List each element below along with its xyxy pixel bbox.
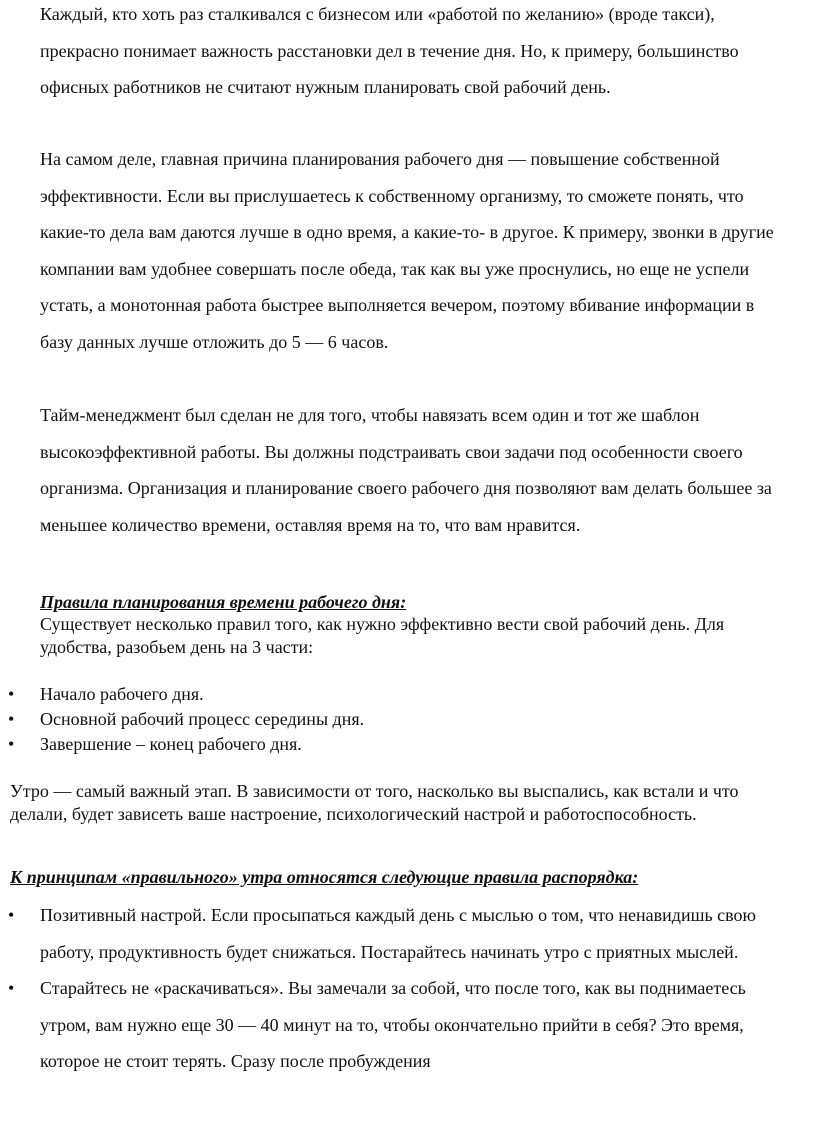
- morning-rules-heading: К принципам «правильного» утра относятся следующие правила распорядка:: [10, 867, 639, 887]
- list-item: [0, 897, 760, 970]
- paragraph-time-management: Тайм-менеджмент был сделан не для того, чтобы навязать всем один и тот же шаблон высокоэффективной работы. Вы должны подстраивать свои задачи под особенности своего организма. Организация и планирование своего рабочего дня позволяют вам делать большее за меньшее количество времени, оставляя время на то, что вам нравится.: [40, 405, 772, 535]
- list-item-text: Основной рабочий процесс середины дня.: [40, 709, 365, 729]
- list-item-text: Завершение – конец рабочего дня.: [40, 734, 302, 754]
- rules-intro: Существует несколько правил того, как нужно эффективно вести свой рабочий день. Для удобства, разобьем день на 3 части:: [40, 614, 725, 657]
- list-item: [0, 682, 780, 707]
- list-item: [0, 707, 780, 732]
- list-item: [0, 970, 760, 1080]
- bullet-icon: •: [8, 978, 15, 999]
- bullet-icon: •: [8, 734, 15, 754]
- bullet-icon: •: [8, 905, 15, 925]
- list-item-text: Старайтесь не «раскачиваться». Вы замечали за собой, что после того, как вы поднимаетесь утром, вам нужно еще 30 — 40 минут на то, чтобы окончательно прийти в себя? Это время, которое не стоит терять. Сразу после пробуждения: [40, 978, 746, 1072]
- list-item: [0, 732, 780, 757]
- bullet-icon: •: [8, 684, 15, 704]
- list-item-text: Позитивный настрой. Если просыпаться каждый день с мыслью о том, что ненавидишь свою работу, продуктивность будет снижаться. Постарайтесь начинать утро с приятных мыслей.: [40, 905, 756, 962]
- bullet-icon: •: [8, 709, 15, 729]
- paragraph-main-reason: На самом деле, главная причина планирования рабочего дня — повышение собственной эффективности. Если вы прислушаетесь к собственному организму, то сможете понять, что какие-то дела вам даются лучше в одно время, а какие-то- в другое. К примеру, звонки в другие компании вам удобнее совершать после обеда, так как вы уже проснулись, но еще не успели устать, а монотонная работа быстрее выполняется вечером, поэтому вбивание информации в базу данных лучше отложить до 5 — 6 часов.: [40, 149, 774, 352]
- list-item-text: Начало рабочего дня.: [40, 684, 204, 704]
- paragraph-intro: Каждый, кто хоть раз сталкивался с бизнесом или «работой по желанию» (вроде такси), прекрасно понимает важность расстановки дел в течение дня. Но, к примеру, большинство офисных работников не считают нужным планировать свой рабочий день.: [40, 4, 739, 98]
- morning-rules-list: [0, 897, 800, 1080]
- day-parts-list: [0, 682, 780, 757]
- rules-heading: Правила планирования времени рабочего дня:: [40, 592, 407, 612]
- morning-paragraph: Утро — самый важный этап. В зависимости от того, насколько вы выспались, как встали и что делали, будет зависеть ваше настроение, психологический настрой и работоспособность.: [10, 781, 739, 824]
